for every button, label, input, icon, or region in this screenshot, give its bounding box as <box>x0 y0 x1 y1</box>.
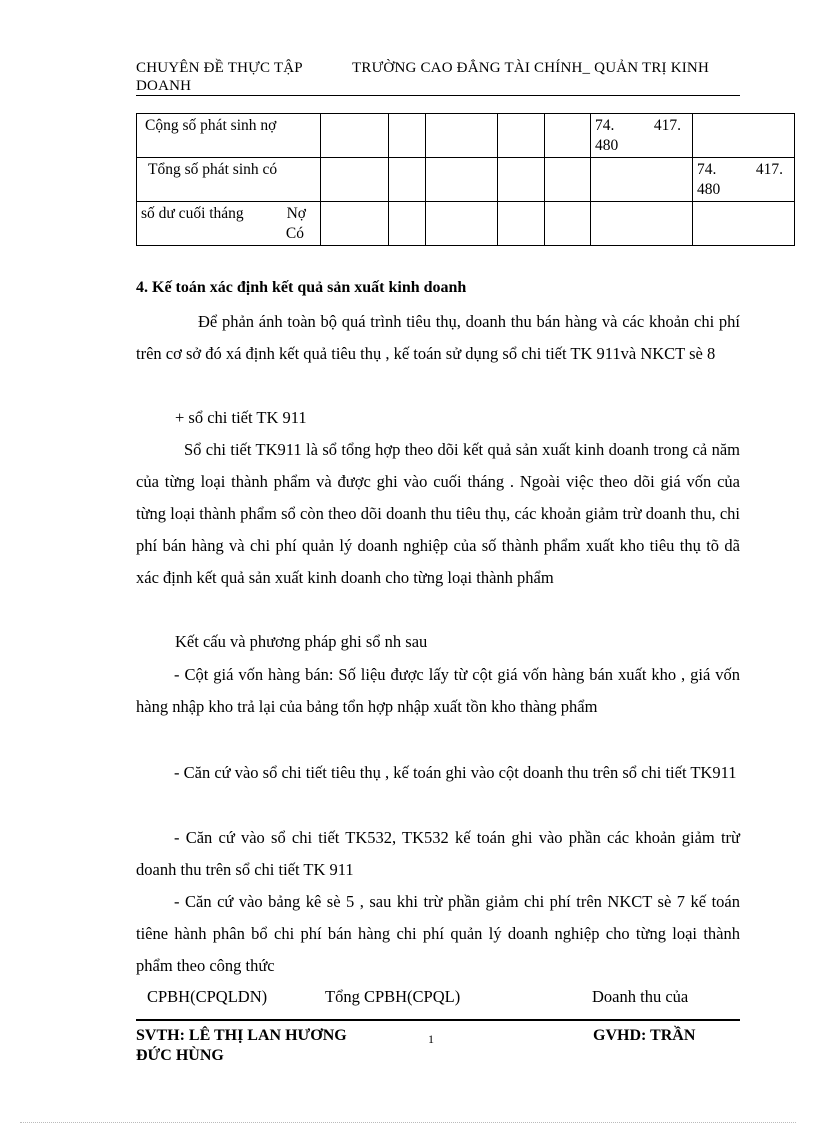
footer-student: SVTH: LÊ THỊ LAN HƯƠNG <box>136 1027 347 1044</box>
header-left: CHUYÊN ĐỀ THỰC TẬP <box>136 60 303 76</box>
table-value: 74. 417. 480 <box>591 114 693 158</box>
paragraph: - Căn cứ vào bảng kê sè 5 , sau khi trừ phần giảm chi phí trên NKCT sè 7 kế toán tiêne hành phân bổ chi phí bán hàng chi phí quản lý doanh nghiệp cho từng loại thành phẩm theo công thức <box>136 892 740 975</box>
header-left-line2: DOANH <box>136 78 192 94</box>
footer-advisor-name: ĐỨC HÙNG <box>136 1047 224 1064</box>
table-value: 74. 417. 480 <box>693 158 795 202</box>
row-label: Tổng số phát sinh có <box>137 158 321 202</box>
header-divider <box>136 95 740 96</box>
table-row <box>137 202 795 246</box>
paragraph: - Căn cứ vào sổ chi tiết TK532, TK532 kế toán ghi vào phần các khoản giảm trừ doanh thu trên sổ chi tiết TK 911 <box>136 828 740 879</box>
header-right: TRƯỜNG CAO ĐẲNG TÀI CHÍNH_ QUẢN TRỊ KINH <box>352 60 709 76</box>
row-label: Cộng số phát sinh nợ <box>137 114 321 158</box>
table-row <box>137 158 795 202</box>
row-label: số dư cuối tháng Nợ Có <box>137 202 321 246</box>
formula-term: Tổng CPBH(CPQL) <box>325 987 461 1006</box>
paragraph: Để phản ánh toàn bộ quá trình tiêu thụ, doanh thu bán hàng và các khoản chi phí trên cơ sở đó xá định kết quả tiêu thụ , kế toán sử dụng sổ chi tiết TK 911và NKCT sè 8 <box>136 312 740 363</box>
ledger-table <box>136 113 795 246</box>
paragraph: - Căn cứ vào sổ chi tiết tiêu thụ , kế toán ghi vào cột doanh thu trên sổ chi tiết TK911 <box>174 763 737 782</box>
footer-advisor: GVHD: TRẦN <box>593 1027 696 1044</box>
formula-term: CPBH(CPQLDN) <box>147 987 268 1006</box>
paragraph: - Cột giá vốn hàng bán: Số liệu được lấy từ cột giá vốn hàng bán xuất kho , giá vốn hàng nhập kho trả lại của bảng tổn hợp nhập xuất tồn kho thàng phẩm <box>136 665 740 716</box>
paragraph: + sổ chi tiết TK 911 <box>175 408 307 427</box>
paragraph: Kết cấu và phương pháp ghi sổ nh sau <box>175 632 428 651</box>
footer-divider <box>136 1019 740 1021</box>
formula-term: Doanh thu của <box>592 987 689 1006</box>
paragraph: Sổ chi tiết TK911 là sổ tổng hợp theo dõi kết quả sản xuất kinh doanh trong cả năm của từng loại thành phẩm và được ghi vào cuối tháng . Ngoài việc theo dõi giá vốn của từng loại thành phẩm sổ còn theo dõi doanh thu tiêu thụ, các khoản giảm trừ doanh thu, chi phí bán hàng và chi phí quản lý doanh nghiệp của số thành phẩm xuất kho tiêu thụ tõ dã xác định kết quả sản xuất kinh doanh cho từng loại thành phẩm <box>136 440 740 587</box>
table-row <box>137 114 795 158</box>
section-heading: 4. Kế toán xác định kết quả sản xuất kinh doanh <box>136 279 467 296</box>
page-number: 1 <box>428 1032 434 1046</box>
